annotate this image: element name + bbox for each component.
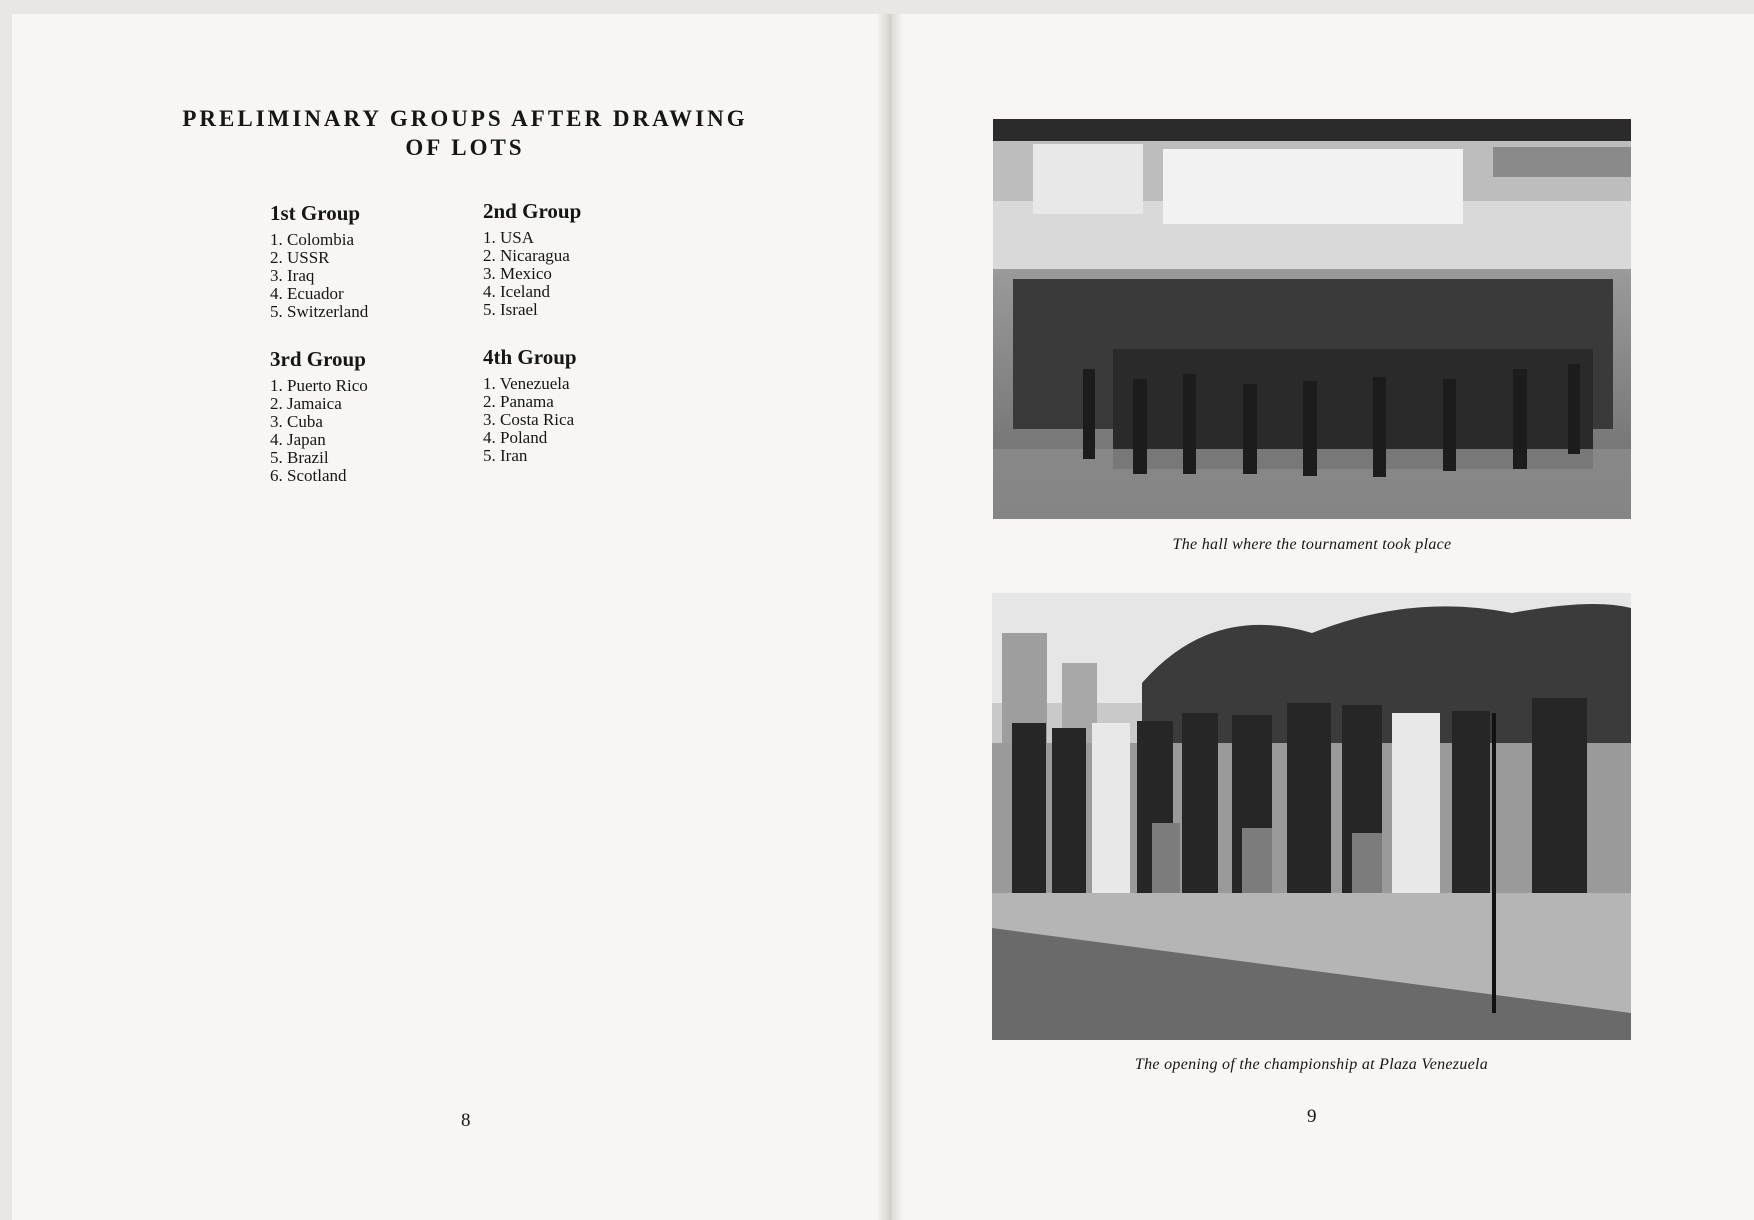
group-3	[270, 346, 368, 485]
list-item: 2. USSR	[270, 248, 330, 267]
list-item: 3. Mexico	[483, 264, 552, 283]
group-2	[483, 198, 581, 319]
photo-2-caption: The opening of the championship at Plaza Venezuela	[1134, 1056, 1489, 1073]
title-line-1: PRELIMINARY GROUPS AFTER DRAWING	[182, 106, 748, 131]
tournament-hall-photo	[993, 119, 1631, 519]
list-item: 3. Cuba	[270, 412, 323, 431]
group-4-heading: 4th Group	[483, 345, 577, 369]
list-item: 2. Nicaragua	[483, 246, 570, 265]
group-2-heading: 2nd Group	[483, 199, 582, 223]
left-page	[12, 14, 891, 1220]
page-number-right: 9	[1307, 1106, 1317, 1127]
group-3-list	[270, 377, 368, 485]
group-1-heading: 1st Group	[270, 201, 361, 225]
hall-photo-drawing	[993, 119, 1631, 519]
list-item: 5. Brazil	[270, 448, 329, 467]
list-item: 5. Israel	[483, 300, 538, 319]
list-item: 4. Japan	[270, 430, 326, 449]
group-3-heading: 3rd Group	[270, 347, 366, 371]
list-item: 4. Poland	[483, 428, 548, 447]
list-item: 1. USA	[483, 228, 535, 247]
list-item: 4. Iceland	[483, 282, 551, 301]
page-title	[165, 104, 765, 162]
photo-1-caption: The hall where the tournament took place	[1172, 536, 1452, 553]
list-item: 6. Scotland	[270, 466, 347, 485]
group-1-list	[270, 231, 368, 321]
ceremony-photo-drawing	[992, 593, 1631, 1040]
list-item: 2. Panama	[483, 392, 554, 411]
list-item: 1. Venezuela	[483, 374, 570, 393]
list-item: 1. Colombia	[270, 230, 355, 249]
list-item: 1. Puerto Rico	[270, 376, 368, 395]
book-gutter	[878, 14, 902, 1220]
group-4	[483, 344, 577, 465]
list-item: 2. Jamaica	[270, 394, 342, 413]
group-4-list	[483, 375, 577, 465]
title-line-2: OF LOTS	[405, 135, 525, 160]
list-item: 5. Switzerland	[270, 302, 369, 321]
list-item: 3. Iraq	[270, 266, 315, 285]
list-item: 3. Costa Rica	[483, 410, 575, 429]
group-2-list	[483, 229, 581, 319]
opening-ceremony-photo	[992, 593, 1631, 1040]
group-1	[270, 200, 368, 321]
list-item: 5. Iran	[483, 446, 528, 465]
page-number-left: 8	[461, 1110, 471, 1131]
list-item: 4. Ecuador	[270, 284, 344, 303]
